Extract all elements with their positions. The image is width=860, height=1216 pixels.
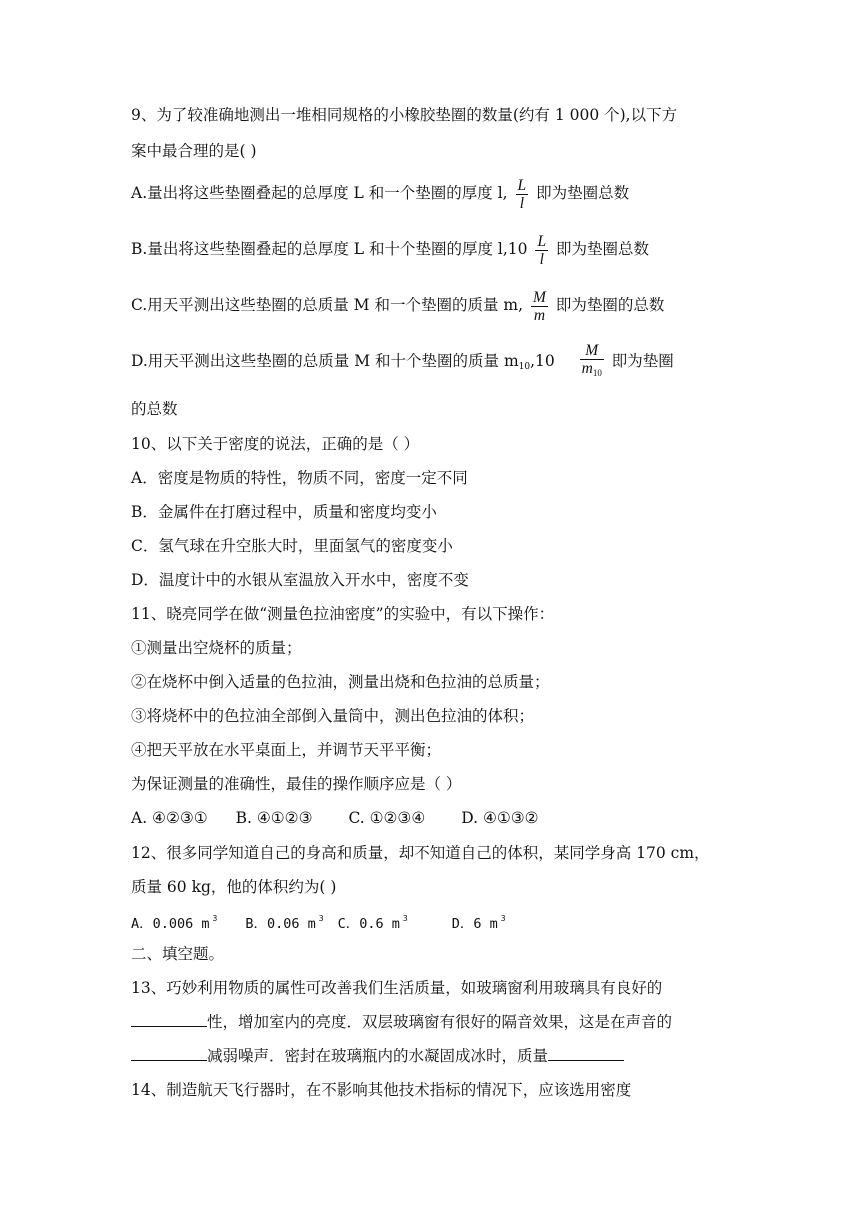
q13-line2-text: 性，增加室内的亮度．双层玻璃窗有很好的隔音效果，这是在声音的 [207,1013,673,1031]
q9-option-b-tail: 即为垫圈总数 [556,240,650,258]
fraction-denominator [580,360,604,382]
q9-option-d-fraction [580,342,604,382]
q11-option-c: C. ①②③④ [348,809,426,827]
q9-option-a [131,172,629,214]
q9-option-a-tail: 即为垫圈总数 [536,184,630,202]
cubic-superscript: 3 [500,914,506,923]
q9-option-c-tail: 即为垫圈的总数 [555,296,665,314]
q9-option-c [131,284,664,326]
q13-line3-text: 减弱噪声．密封在玻璃瓶内的水凝固成冰时，质量 [207,1047,549,1065]
q10-option-c: C．氢气球在升空胀大时，里面氢气的密度变小 [131,537,453,555]
q9-option-b-text: B.量出将这些垫圈叠起的总厚度 L 和十个垫圈的厚度 l,10 [131,240,528,258]
q11-step-3: ③将烧杯中的色拉油全部倒入量筒中，测出色拉油的体积； [131,707,535,725]
fraction-numerator: L [537,232,547,250]
q11-step-2: ②在烧杯中倒入适量的色拉油，测量出烧和色拉油的总质量； [131,673,550,691]
q9-option-b-fraction [535,233,548,268]
q12-options [131,908,506,935]
fraction-numerator: M [580,342,604,360]
q9-option-a-text: A.量出将这些垫圈叠起的总厚度 L 和一个垫圈的厚度 l, [131,184,508,202]
q10-option-d: D．温度计中的水银从室温放入开水中，密度不变 [131,571,469,589]
cubic-superscript: 3 [212,914,218,923]
cubic-superscript: 3 [318,914,324,923]
q9-option-d-text: D.用天平测出这些垫圈的总质量 M 和十个垫圈的质量 m [131,352,519,370]
q9-option-d-continued: 的总数 [131,400,178,418]
q9-option-d [131,340,674,388]
q12-option-d: D．6 m [451,916,498,932]
q9-option-d-mid: ,10 [530,352,555,370]
q12-option-a: A．0.006 m [131,916,210,932]
q9-option-b [131,228,649,270]
q13-answer-blank-3[interactable] [548,1046,624,1061]
fraction-numerator: M [532,288,546,306]
q11-stem: 11、晓亮同学在做“测量色拉油密度”的实验中，有以下操作： [131,605,555,623]
fraction-denominator-letter: m [581,360,593,377]
section-title-fill-in: 二、填空题。 [131,945,225,963]
q11-option-b: B. ④①②③ [235,809,313,827]
q11-step-4: ④把天平放在水平桌面上，并调节天平平衡； [131,741,442,759]
q9-option-c-text: C.用天平测出这些垫圈的总质量 M 和一个垫圈的质量 m, [131,296,524,314]
q10-option-a: A．密度是物质的特性，物质不同，密度一定不同 [131,469,468,487]
fraction-denominator-subscript: 10 [592,368,602,378]
q9-option-d-tail: 即为垫圈 [611,352,674,370]
q9-stem-line2: 案中最合理的是( ) [131,142,257,160]
q9-option-d-subscript: 10 [518,362,531,372]
q9-option-c-fraction [531,289,548,324]
fraction-denominator: m [533,306,546,324]
q11-option-a: A. ④②③① [131,809,208,827]
q10-option-b: B．金属件在打磨过程中，质量和密度均变小 [131,503,437,521]
cubic-superscript: 3 [402,914,408,923]
q13-line3 [131,1045,624,1067]
q12-line1: 12、很多同学知道自己的身高和质量，却不知道自己的体积，某同学身高 170 cm， [131,844,710,862]
q11-step-1: ①测量出空烧杯的质量； [131,639,302,657]
q10-stem: 10、以下关于密度的说法，正确的是（ ） [131,435,420,453]
q11-option-d: D. ④①③② [461,809,539,827]
q13-line1: 13、巧妙利用物质的属性可改善我们生活质量，如玻璃窗利用玻璃具有良好的 [131,979,663,997]
q13-answer-blank-1[interactable] [131,1012,207,1027]
q12-line2: 质量 60 kg，他的体积约为( ) [131,878,337,896]
q9-option-a-fraction [516,177,529,212]
q12-option-c: C．0.6 m [337,916,400,932]
fraction-denominator: l [519,194,524,212]
q13-answer-blank-2[interactable] [131,1046,207,1061]
fraction-numerator: L [517,176,527,194]
q11-options [131,807,539,829]
q11-question: 为保证测量的准确性，最佳的操作顺序应是（ ） [131,775,462,793]
fraction-denominator: l [539,250,544,268]
q14-line1: 14、制造航天飞行器时，在不影响其他技术指标的情况下，应该选用密度 [131,1081,632,1099]
q9-stem-line1: 9、为了较准确地测出一堆相同规格的小橡胶垫圈的数量(约有 1 000 个),以下方 [131,106,678,124]
q12-option-b: B．0.06 m [245,916,316,932]
q13-line2 [131,1011,672,1033]
